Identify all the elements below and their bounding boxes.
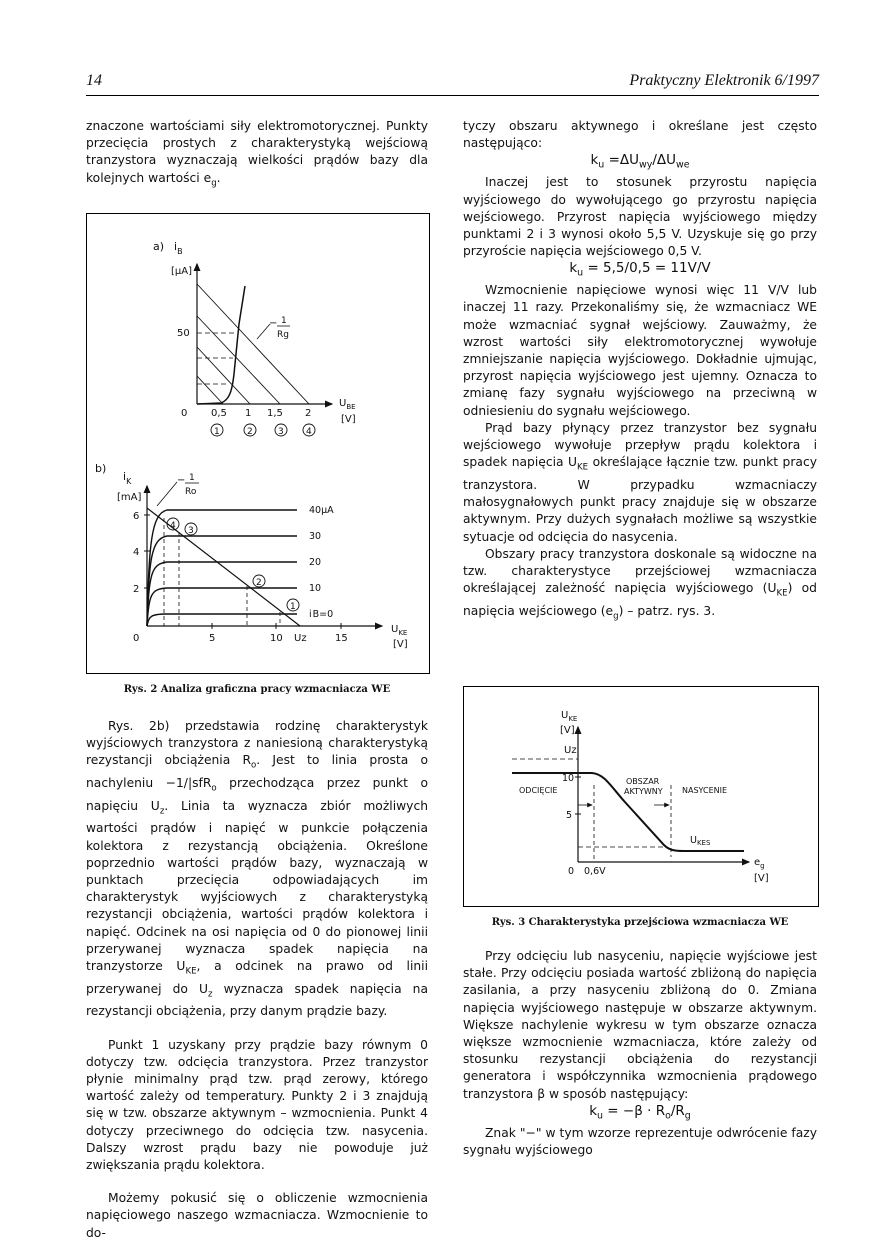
fig2b-curve-label: 20 [309,557,322,568]
equation-3: $k_u = -\beta \cdot R_o/R_g$ [589,1102,691,1122]
fig3-xtick-06: 0,6V [584,866,606,877]
fig2b-xtick: 10 [270,633,283,644]
fig2b-slope-num: 1 [189,473,195,483]
fig2a-xtick: 0,5 [211,408,227,419]
fig2b-xlabel: $U_{KE}$ [391,624,408,637]
fig2b-point-2: 2 [256,578,262,588]
fig2b-ytick: 2 [133,584,140,595]
fig2b-xtick: 15 [335,633,348,644]
paragraph: Inaczej jest to stosunek przyrostu napięcia wyjściowego do wywołującego go przyrostu napięcia wejściowego. Przyrost napięcia wyjściowego między punktami 2 i 3 wynosi około 5,5 V. Uzyskuje się go przy przyroście napięcia wejściowego 0,5 V. [463,175,817,259]
paragraph: Prąd bazy płynący przez tranzystor bez sygnału wejściowego wywołuje przepływ prądu kolektora i spadek napięcia $U_{KE}$ określające łącznie tzw. punkt pracy tranzystora. W przypadku wzmacniaczy małosygnałowych punkt pracy znajduje się w obszarze aktywnym. Przy dużych sygnałach możliwe są wszystkie sytuacje od odcięcia do nasycenia. [463,420,817,544]
fig3-ukes: $U_{KES}$ [690,835,711,847]
page-header [86,72,819,92]
fig2a-xtick: 1 [245,408,252,419]
fig2a-point-4: 4 [306,427,312,437]
fig2b-curve-label: 10 [309,583,322,594]
fig2b-point-markers [167,518,299,612]
page-number: 14 [86,72,102,89]
fig2a-xtick: 0 [181,408,188,419]
fig2a-xlabel: $U_{BE}$ [339,398,356,411]
fig3-ytick-5: 5 [566,810,573,821]
fig2b-slope-sign: − [177,475,186,486]
fig3-yunit: [V] [560,725,575,736]
fig3-region-cut: ODCIĘCIE [519,786,558,795]
figure-3-caption: Rys. 3 Charakterystyka przejściowa wzmacniacza WE [491,917,789,928]
figure-3 [463,686,819,907]
fig2a-ylabel: $i_B$ [174,240,183,256]
figure-3-graphic [464,687,818,906]
paragraph: Wzmocnienie napięciowe wynosi więc 11 V/V lub inaczej 11 razy. Przekonaliśmy się, że wzmacniacz WE może wzmacniać sygnał wejściowy. Zauważmy, że wzrost wartości siły elektromotorycznej wywołuje zmniejszanie napięcia wyjściowego. Dokładnie ujmując, przyrost napięcia wyjściowego jest ujemny. Oznacza to zmianę fazy sygnału wyjściowego na przeciwną w odniesieniu do sygnału wejściowego. [463,283,817,418]
fig3-region-active-2: AKTYWNY [624,787,663,796]
right-column-bottom [463,948,817,1159]
fig2b-xtick: 0 [133,633,140,644]
fig2a-xtick: 2 [305,408,312,419]
fig2a-point-1: 1 [214,427,220,437]
fig2b-point-3: 3 [188,526,194,536]
fig3-region-active-1: OBSZAR [626,777,660,786]
paragraph: znaczone wartościami siły elektromotorycznej. Punkty przecięcia prostych z charakterystyką wejściową tranzystora wyznaczają wielkości prądów bazy dla kolejnych wartości $e_g$. [86,119,428,189]
fig2a-slope-num: 1 [281,316,287,326]
fig2b-slope-leader [157,482,177,506]
fig2b-curve-label: i B=0 [309,609,334,620]
fig2a-slope-den: Rg [277,330,289,340]
fig2a-load-line-1 [197,376,223,404]
figure-2-caption: Rys. 2 Analiza graficzna pracy wzmacniacza WE [123,684,391,695]
fig2a-slope-sign: − [269,318,278,329]
figure-2 [86,213,430,674]
fig2b-curve-label: 40μA [309,505,334,516]
fig2a-yunit: [μA] [171,266,193,277]
fig3-xtick-0: 0 [568,866,575,877]
fig2b-point-4: 4 [170,521,176,531]
left-column-bottom [86,718,428,1242]
fig2a-point-2: 2 [247,427,253,437]
fig2b-xtick: 5 [209,633,216,644]
paragraph: Rys. 2b) przedstawia rodzinę charakterystyk wyjściowych tranzystora z naniesioną charakterystyką rezystancji obciążenia $R_o$. Jest to linia prosta o nachyleniu −1/|sfR$_o$ przechodząca przez punkt o napięciu $U_z$. Linia ta wyznacza zbiór możliwych wartości prądów i napięć w punkcie połączenia kolektora z rezystancją obciążenia. Określone poprzednio wartości prądów bazy, wyznaczają w punktach przecięcia odpowiadających im charakterystyk wyjściowych z charakterystyką rezystancji obciążenia, wartości prądów kolektora i napięć. Odcinek na osi napięcia od 0 do pionowej linii przerywanej wyznacza spadek napięcia na tranzystorze $U_{KE}$, a odcinek na prawo od linii przerywanej do $U_z$ wyznacza spadek napięcia na rezystancji obciążenia, przy danym prądzie bazy. [86,719,429,1019]
fig2a-xtick: 1,5 [267,408,283,419]
paragraph: Przy odcięciu lub nasyceniu, napięcie wyjściowe jest stałe. Przy odcięciu posiada wartość zbliżoną do napięcia zasilania, a przy nasyceniu zbliżoną do 0. Zmiana napięcia wyjściowego następuje w obszarze aktywnym. Większe nachylenie wykresu w tym obszarze oznacza większe wzmocnienie wzmacniacza, które zależy od stosunku rezystancji obciążenia do rezystancji generatora i współczynnika wzmocnienia prądowego tranzystora β w sposób następujący: [463,949,817,1101]
fig2a-point-markers [211,424,315,437]
figure-2-graphic [87,214,429,673]
left-column-top [86,118,428,192]
fig2b-slope-den: Ro [185,487,197,497]
fig2a-ytick: 50 [177,328,190,339]
fig2a-load-line-4 [197,284,309,404]
equation-2: $k_u = 5,5/0,5 = 11V/V$ [569,260,711,279]
fig3-xunit: [V] [754,873,769,884]
paragraph: Obszary pracy tranzystora doskonale są widoczne na tzw. charakterystyce przejściowej wzmacniacza określającej zależność napięcia wyjściowego $(U_{KE})$ od napięcia wejściowego $(e_g)$ – patrz. rys. 3. [463,546,817,622]
fig2b-label: b) [95,462,107,475]
fig2a-point-3: 3 [278,427,284,437]
fig2a-xunit: [V] [341,414,356,425]
fig2b-ylabel: $i_K$ [123,470,132,486]
fig3-ytick-10: 10 [562,773,575,784]
fig2a-label: a) [153,240,165,253]
journal-title: Praktyczny Elektronik 6/1997 [629,72,819,89]
paragraph: Punkt 1 uzyskany przy prądzie bazy równym 0 dotyczy tzw. odcięcia tranzystora. Przez tranzystor płynie minimalny prąd tzw. prąd zerowy, którego wartość zależy od temperatury. Punkty 2 i 3 znajdują się w tzw. obszarze aktywnym – wzmocnienia. Punkt 4 dotyczy przeciwnego do odcięcia tzw. nasycenia. Dalszy wzrost prądu bazy nie powoduje już zwiększania prądu kolektora. [86,1037,428,1172]
fig2b-ytick: 6 [133,511,140,522]
paragraph: tyczy obszaru aktywnego i określane jest często następująco: [463,119,817,151]
paragraph: Możemy pokusić się o obliczenie wzmocnienia napięciowego naszego wzmacniacza. Wzmocnienie to do- [86,1191,428,1240]
fig2b-curve-30 [147,536,297,626]
equation-1: $k_u =\Delta U_{wy}/\Delta U_{we}$ [590,152,690,172]
paragraph: Znak "−" w tym wzorze reprezentuje odwrócenie fazy sygnału wyjściowego [463,1125,817,1157]
fig2b-xunit: [V] [393,639,408,650]
fig2a-load-line-2 [197,347,250,404]
fig3-xlabel: $e_g$ [754,857,765,870]
fig2b-point-1: 1 [290,602,296,612]
fig2b-curve-label: 30 [309,531,322,542]
fig3-region-sat: NASYCENIE [682,786,728,795]
fig2b-curve-0 [147,614,297,626]
right-column-top [463,118,817,625]
fig2b-yunit: [mA] [117,492,142,503]
fig2a-input-curve [197,286,245,404]
fig2b-curve-20 [147,562,297,626]
fig2b-xtick: Uz [294,633,307,644]
fig3-uz: Uz [564,745,577,756]
fig3-ylabel: $U_{KE}$ [561,710,578,723]
header-rule [86,95,819,96]
fig2b-ytick: 4 [133,547,140,558]
